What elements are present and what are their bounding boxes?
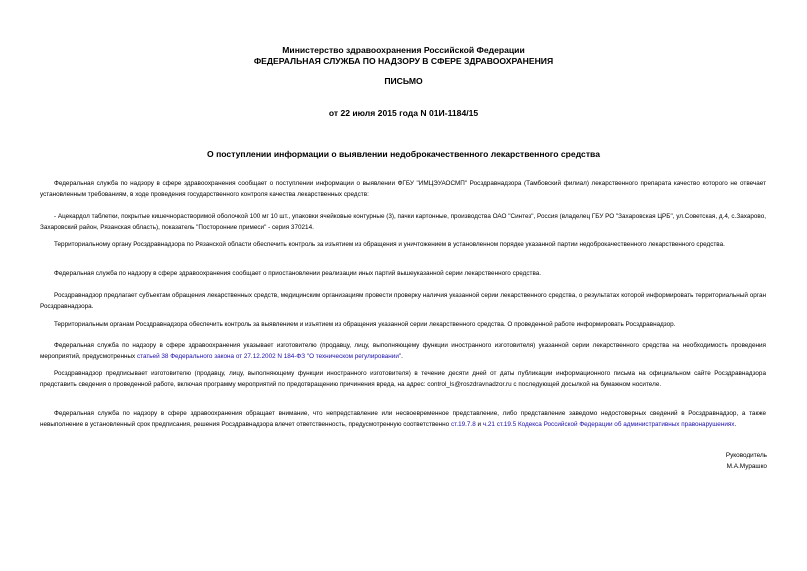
law-184fz-link[interactable]: статьей 38 Федерального закона от 27.12.2002 N 184-ФЗ "О техническом регулировании" [136, 353, 402, 360]
paragraph-7-end: . [401, 353, 403, 360]
document-title: О поступлении информации о выявлении недоброкачественного лекарственного средства [207, 149, 600, 159]
paragraph-9-text: Федеральная служба по надзору в сфере здравоохранения обращает внимание, что непредставление или несвоевременное представление, либо представление заведомо недостоверных сведений в Росздравнадзор, а также невыполнение в установленный срок предписания, решения Росздравнадзора влечет ответственность, предусмотренную соответственно [40, 410, 766, 428]
paragraph-9-end: . [734, 421, 737, 428]
paragraph-5: Росздравнадзор предлагает субъектам обращения лекарственных средств, медицинским организациям провести проверку наличия указанной серии лекарственного средства, о результатах которой информировать территориальный орган Росздравнадзора. [40, 292, 766, 310]
document-type: ПИСЬМО [384, 76, 423, 86]
signature-position: Руководитель [725, 452, 767, 459]
paragraph-7 [40, 340, 766, 362]
paragraph-2: - Ацекардол таблетки, покрытые кишечнорастворимой оболочкой 100 мг 10 шт., упаковки ячейковые контурные (3), пачки картонные, производства ОАО "Синтез", Россия (владелец ГБУ РО "Захаровская ЦРБ", ул.Советская, д.4, с.Захарово, Захаровский район, Рязанская область), показатель "Посторонние примеси" - серия 370214. [40, 213, 766, 231]
koap-article-19-7-8-link[interactable]: ст.19.7.8 [450, 421, 476, 428]
ministry-name: Министерство здравоохранения Российской Федерации [282, 45, 525, 55]
paragraph-3: Территориальному органу Росздравнадзора по Рязанской области обеспечить контроль за изъятием из обращения и уничтожением в установленном порядке указанной партии недоброкачественного лекарственного средства. [54, 241, 725, 248]
koap-article-19-5-link[interactable]: ч.21 ст.19.5 Кодекса Российской Федерации об административных правонарушениях [482, 421, 735, 428]
document-date-number: от 22 июля 2015 года N 01И-1184/15 [328, 108, 479, 118]
paragraph-4: Федеральная служба по надзору в сфере здравоохранения сообщает о приостановлении реализации иных партий вышеуказанной серии лекарственного средства. [54, 270, 542, 277]
paragraph-6: Территориальным органам Росздравнадзора обеспечить контроль за выявлением и изъятием из обращения указанной серии лекарственного средства. О проведенной работе информировать Росздравнадзор. [54, 321, 676, 328]
signature-name: М.А.Мурашко [726, 463, 767, 470]
paragraph-9 [40, 408, 766, 430]
paragraph-9-mid: и [475, 421, 483, 428]
service-name: ФЕДЕРАЛЬНАЯ СЛУЖБА ПО НАДЗОРУ В СФЕРЕ ЗДРАВООХРАНЕНИЯ [253, 56, 554, 66]
paragraph-8: Росздравнадзор предписывает изготовителю (продавцу, лицу, выполняющему функции иностранного изготовителя) в течение десяти дней от даты публикации информационного письма на официальном сайте Росздравнадзора представить сведения о проведенной работе, включая программу мероприятий по предотвращению причинения вреда, на адрес: control_ls@roszdravnadzor.ru с последующей досылкой на бумажном носителе. [40, 370, 766, 388]
paragraph-7-text: Федеральная служба по надзору в сфере здравоохранения указывает изготовителю (продавцу, лицу, выполняющему функции иностранного изготовителя) указанной серии лекарственного средства на необходимость проведения мероприятий, предусмотренных [40, 342, 766, 360]
paragraph-1: Федеральная служба по надзору в сфере здравоохранения сообщает о поступлении информации о выявлении ФГБУ "ИМЦЭУАОСМП" Росздравнадзора (Тамбовский филиал) лекарственного препарата качество которого не отвечает установленным требованиям, в ходе проведения государственного контроля качества лекарственных средств: [40, 180, 766, 198]
